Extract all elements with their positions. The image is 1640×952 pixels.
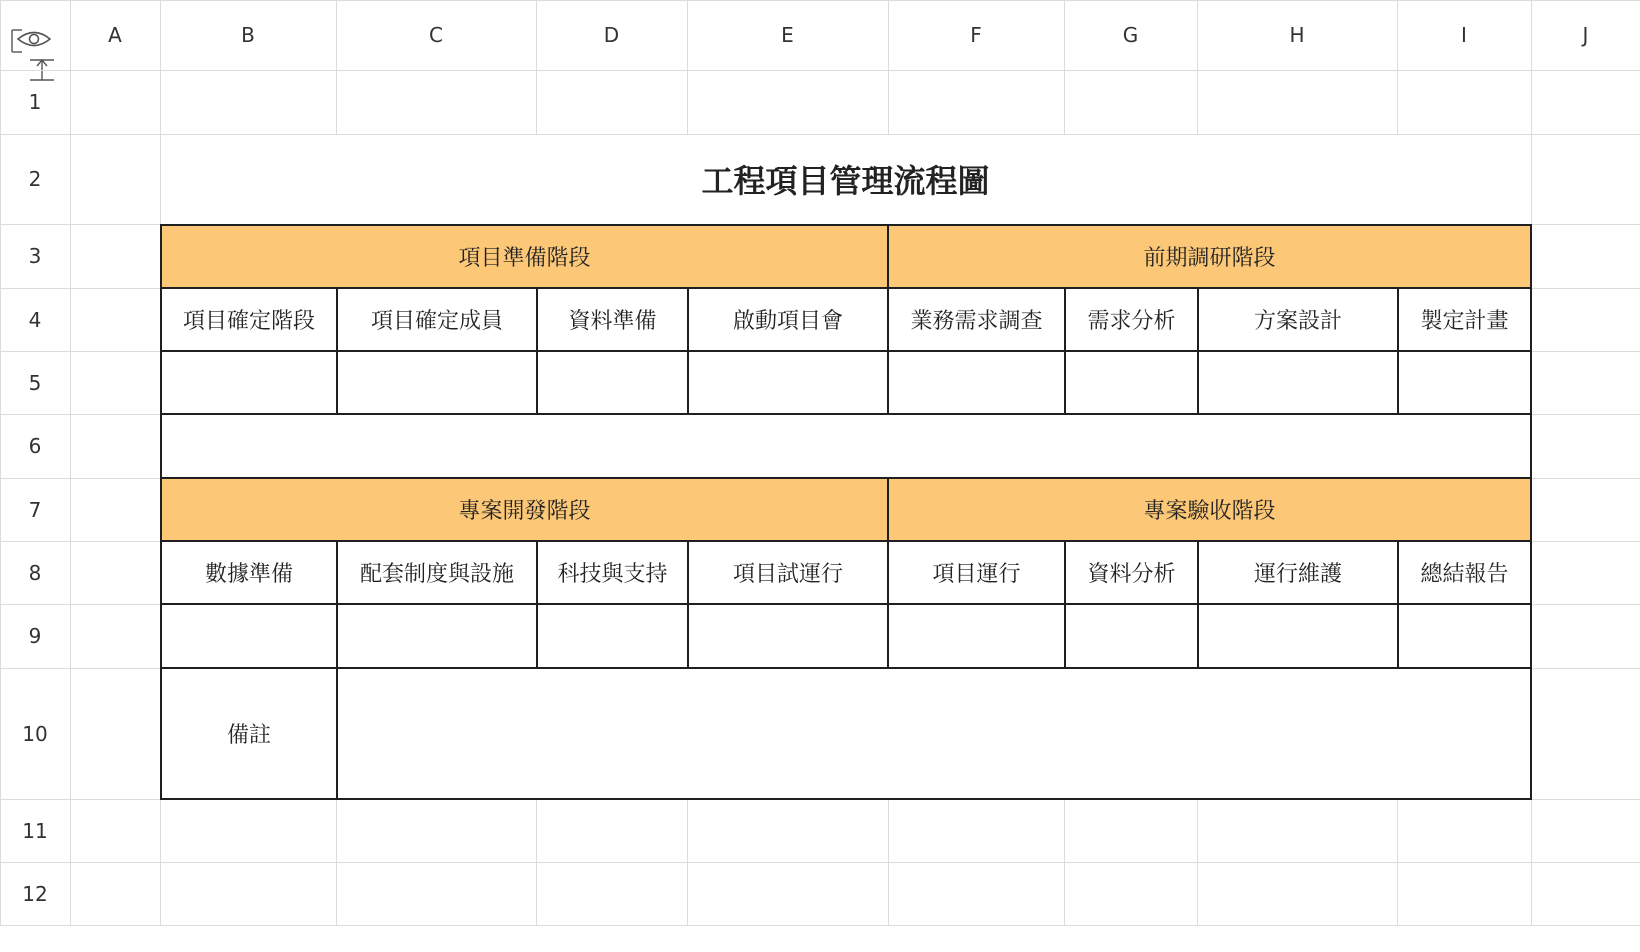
cell-h4[interactable]: 方案設計 [1197, 287, 1399, 352]
row-header-1[interactable]: 1 [28, 90, 42, 114]
column-header-i[interactable]: I [1461, 23, 1467, 47]
stage-develop[interactable]: 專案開發階段 [160, 477, 889, 542]
stage-accept[interactable]: 專案驗收階段 [887, 477, 1532, 542]
cell-c5[interactable] [336, 350, 538, 415]
eye-icon[interactable] [18, 33, 50, 46]
row-header-4[interactable]: 4 [28, 307, 42, 332]
stage-research[interactable]: 前期調研階段 [887, 224, 1532, 289]
row-header-5[interactable]: 5 [28, 370, 42, 395]
row-header-10[interactable]: 10 [22, 721, 48, 746]
cell-d5[interactable] [536, 350, 689, 415]
cell-e9[interactable] [687, 603, 889, 669]
cell-c9[interactable] [336, 603, 538, 669]
cell-e8[interactable]: 項目試運行 [687, 540, 889, 605]
remarks-label[interactable]: 備註 [160, 667, 338, 800]
cell-b4[interactable]: 項目確定階段 [160, 287, 338, 352]
cell-f5[interactable] [887, 350, 1066, 415]
cell-f8[interactable]: 項目運行 [887, 540, 1066, 605]
column-header-a[interactable]: A [108, 23, 122, 47]
cell-g9[interactable] [1064, 603, 1199, 669]
cell-f9[interactable] [887, 603, 1066, 669]
cell-h9[interactable] [1197, 603, 1399, 669]
cell-e4[interactable]: 啟動項目會 [687, 287, 889, 352]
cell-i9[interactable] [1397, 603, 1532, 669]
remarks-content[interactable] [336, 667, 1532, 800]
column-header-b[interactable]: B [241, 23, 255, 47]
column-header-c[interactable]: C [429, 23, 443, 47]
cell-d8[interactable]: 科技與支持 [536, 540, 689, 605]
cell-b5[interactable] [160, 350, 338, 415]
cell-i4[interactable]: 製定計畫 [1397, 287, 1532, 352]
cell-d9[interactable] [536, 603, 689, 669]
stage-prep[interactable]: 項目準備階段 [160, 224, 889, 289]
cell-c4[interactable]: 項目確定成員 [336, 287, 538, 352]
column-header-h[interactable]: H [1289, 23, 1305, 47]
cell-i8[interactable]: 總結報告 [1397, 540, 1532, 605]
page-title[interactable]: 工程項目管理流程圖 [701, 162, 990, 200]
row-header-11[interactable]: 11 [22, 818, 48, 843]
cell-b6-merged[interactable] [160, 413, 1532, 479]
column-header-g[interactable]: G [1122, 23, 1139, 47]
row-header-2[interactable]: 2 [28, 167, 42, 191]
row-header-9[interactable]: 9 [28, 624, 42, 648]
column-header-e[interactable]: E [781, 23, 794, 47]
column-header-j[interactable]: J [1582, 23, 1589, 47]
cell-c8[interactable]: 配套制度與設施 [336, 540, 538, 605]
row-header-12[interactable]: 12 [22, 881, 48, 906]
cell-h5[interactable] [1197, 350, 1399, 415]
cell-i5[interactable] [1397, 350, 1532, 415]
row-header-6[interactable]: 6 [28, 434, 42, 458]
cell-d4[interactable]: 資料準備 [536, 287, 689, 352]
row-header-3[interactable]: 3 [28, 244, 42, 268]
cell-b8[interactable]: 數據準備 [160, 540, 338, 605]
column-header-f[interactable]: F [970, 23, 982, 47]
cell-g8[interactable]: 資料分析 [1064, 540, 1199, 605]
cell-f4[interactable]: 業務需求調查 [887, 287, 1066, 352]
cell-e5[interactable] [687, 350, 889, 415]
column-header-d[interactable]: D [603, 23, 620, 47]
cell-h8[interactable]: 運行維護 [1197, 540, 1399, 605]
cell-g4[interactable]: 需求分析 [1064, 287, 1199, 352]
cell-b9[interactable] [160, 603, 338, 669]
cell-g5[interactable] [1064, 350, 1199, 415]
row-header-8[interactable]: 8 [28, 560, 42, 585]
row-header-7[interactable]: 7 [28, 497, 42, 522]
